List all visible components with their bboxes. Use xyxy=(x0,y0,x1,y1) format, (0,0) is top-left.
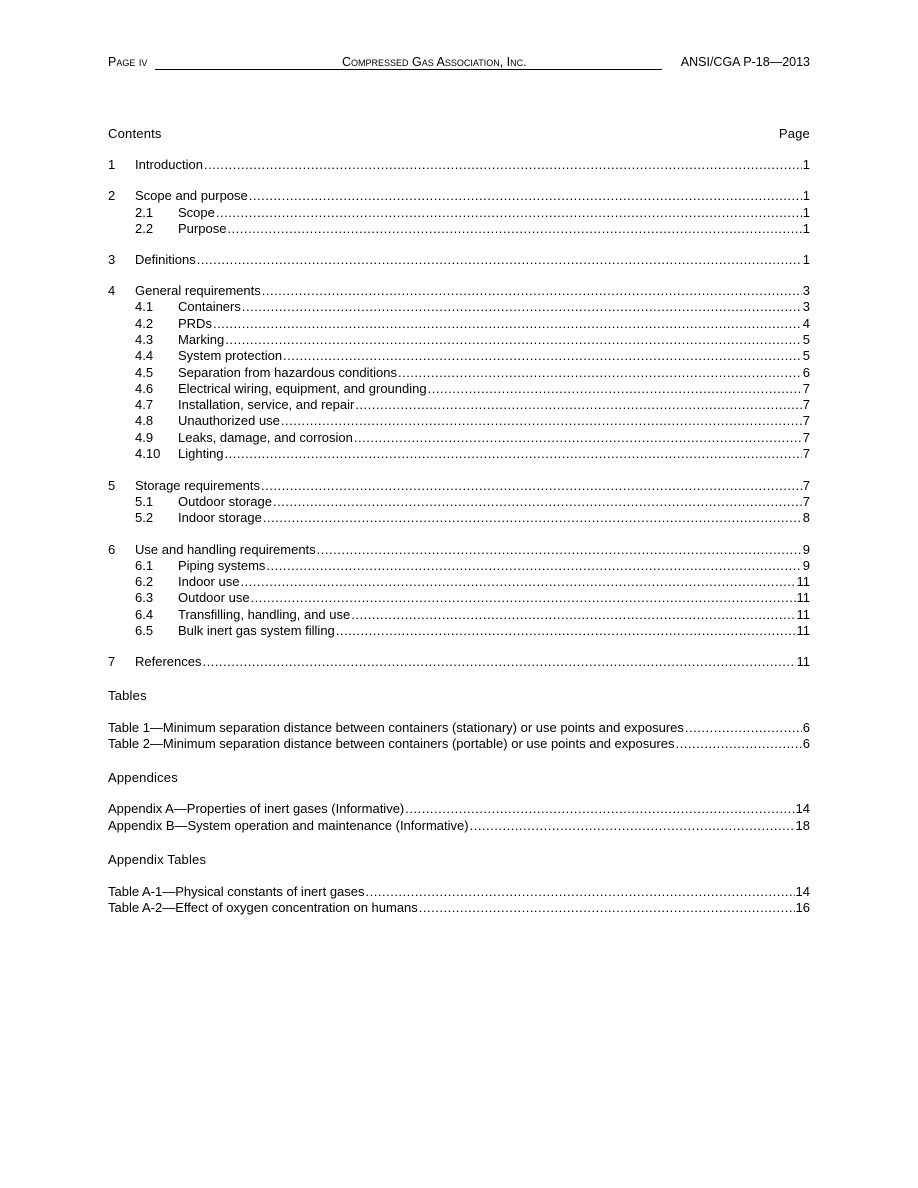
toc-number: 4 xyxy=(108,283,116,298)
toc-number: 6 xyxy=(108,542,116,557)
toc-number: 4.9 xyxy=(135,430,154,445)
toc-entry-5-1[interactable] xyxy=(108,494,810,510)
dot-leader xyxy=(261,478,802,494)
dot-leader xyxy=(405,801,794,817)
toc-number: 4.3 xyxy=(135,332,154,347)
toc-title: Introduction xyxy=(135,157,203,172)
dot-leader xyxy=(263,510,802,526)
header-document-id: ANSI/CGA P-18—2013 xyxy=(680,55,810,69)
toc-entry-table-a-1[interactable] xyxy=(108,884,810,900)
toc-title: Use and handling requirements xyxy=(135,542,316,557)
toc-page: 16 xyxy=(795,900,810,915)
toc-page: 7 xyxy=(802,446,810,461)
toc-entry-5-2[interactable] xyxy=(108,510,810,526)
toc-entry-table-1[interactable] xyxy=(108,720,810,736)
toc-title: Electrical wiring, equipment, and grounding xyxy=(178,381,427,396)
toc-number: 5.2 xyxy=(135,510,154,525)
toc-entry-6-3[interactable] xyxy=(108,590,810,606)
toc-entry-2-2[interactable] xyxy=(108,221,810,237)
dot-leader xyxy=(366,884,795,900)
toc-title: Scope and purpose xyxy=(135,188,248,203)
toc-entry-1[interactable] xyxy=(108,157,810,173)
toc-page: 9 xyxy=(802,558,810,573)
toc-entry-6-4[interactable] xyxy=(108,607,810,623)
toc-entry-appendix-a[interactable] xyxy=(108,801,810,817)
toc-entry-table-a-2[interactable] xyxy=(108,900,810,916)
toc-page: 6 xyxy=(802,736,810,751)
toc-entry-4-4[interactable] xyxy=(108,348,810,364)
toc-title: Indoor use xyxy=(178,574,240,589)
dot-leader xyxy=(354,430,802,446)
toc-page: 7 xyxy=(802,478,810,493)
toc-page: 14 xyxy=(795,801,810,816)
toc-entry-4-5[interactable] xyxy=(108,365,810,381)
toc-page: 11 xyxy=(796,590,810,605)
dot-leader xyxy=(283,348,802,364)
toc-number: 1 xyxy=(108,157,116,172)
toc-page: 7 xyxy=(802,430,810,445)
dot-leader xyxy=(249,188,802,204)
header-organization: Compressed Gas Association, Inc. xyxy=(342,55,527,69)
page-column-heading: Page xyxy=(778,126,810,141)
toc-number: 6.2 xyxy=(135,574,154,589)
toc-title: Scope xyxy=(178,205,215,220)
toc-entry-4-7[interactable] xyxy=(108,397,810,413)
toc-number: 2 xyxy=(108,188,116,203)
toc-entry-appendix-b[interactable] xyxy=(108,818,810,834)
toc-page: 3 xyxy=(802,299,810,314)
toc-page: 5 xyxy=(802,332,810,347)
toc-entry-6-2[interactable] xyxy=(108,574,810,590)
header-page-number: Page iv xyxy=(108,55,148,69)
toc-entry-6[interactable] xyxy=(108,542,810,558)
toc-page: 1 xyxy=(802,252,810,267)
toc-page: 5 xyxy=(802,348,810,363)
toc-entry-3[interactable] xyxy=(108,252,810,268)
dot-leader xyxy=(273,494,802,510)
dot-leader xyxy=(351,607,795,623)
toc-page: 9 xyxy=(802,542,810,557)
toc-page: 1 xyxy=(802,205,810,220)
toc-number: 2.1 xyxy=(135,205,154,220)
toc-page: 6 xyxy=(802,365,810,380)
contents-heading-row xyxy=(108,126,810,141)
toc-page: 7 xyxy=(802,494,810,509)
toc-title: Outdoor use xyxy=(178,590,250,605)
dot-leader xyxy=(317,542,802,558)
tables-heading: Tables xyxy=(108,688,147,703)
toc-number: 4.8 xyxy=(135,413,154,428)
dot-leader xyxy=(676,736,802,752)
toc-title: Installation, service, and repair xyxy=(178,397,355,412)
toc-page: 1 xyxy=(802,188,810,203)
toc-page: 7 xyxy=(802,413,810,428)
dot-leader xyxy=(281,413,802,429)
toc-entry-4-9[interactable] xyxy=(108,430,810,446)
toc-number: 4.2 xyxy=(135,316,154,331)
toc-entry-4-3[interactable] xyxy=(108,332,810,348)
toc-entry-7[interactable] xyxy=(108,654,810,670)
toc-page: 11 xyxy=(796,607,810,622)
toc-entry-4-1[interactable] xyxy=(108,299,810,315)
contents-heading: Contents xyxy=(108,126,162,141)
toc-entry-4-8[interactable] xyxy=(108,413,810,429)
dot-leader xyxy=(242,299,802,315)
toc-title: Outdoor storage xyxy=(178,494,272,509)
toc-title: Table 1—Minimum separation distance between containers (stationary) or use points and exposures xyxy=(108,720,684,735)
toc-number: 4.5 xyxy=(135,365,154,380)
toc-entry-2[interactable] xyxy=(108,188,810,204)
toc-page: 14 xyxy=(795,884,810,899)
toc-page: 1 xyxy=(802,157,810,172)
toc-title: Leaks, damage, and corrosion xyxy=(178,430,353,445)
toc-title: Piping systems xyxy=(178,558,266,573)
dot-leader xyxy=(398,365,802,381)
toc-title: Unauthorized use xyxy=(178,413,280,428)
dot-leader xyxy=(225,446,802,462)
toc-number: 4.1 xyxy=(135,299,154,314)
toc-title: References xyxy=(135,654,202,669)
dot-leader xyxy=(262,283,802,299)
dot-leader xyxy=(419,900,795,916)
toc-page: 8 xyxy=(802,510,810,525)
toc-title: System protection xyxy=(178,348,283,363)
dot-leader xyxy=(355,397,801,413)
toc-page: 4 xyxy=(802,316,810,331)
toc-number: 5 xyxy=(108,478,116,493)
toc-number: 6.3 xyxy=(135,590,154,605)
dot-leader xyxy=(251,590,796,606)
toc-title: Indoor storage xyxy=(178,510,262,525)
toc-page: 18 xyxy=(795,818,810,833)
dot-leader xyxy=(225,332,802,348)
dot-leader xyxy=(202,654,795,670)
toc-title: Table 2—Minimum separation distance between containers (portable) or use points and exposures xyxy=(108,736,675,751)
toc-title: Transfilling, handling, and use xyxy=(178,607,351,622)
toc-page: 1 xyxy=(802,221,810,236)
dot-leader xyxy=(428,381,802,397)
toc-number: 5.1 xyxy=(135,494,154,509)
toc-entry-4-2[interactable] xyxy=(108,316,810,332)
toc-entry-6-5[interactable] xyxy=(108,623,810,639)
toc-title: Storage requirements xyxy=(135,478,261,493)
appendix-tables-heading: Appendix Tables xyxy=(108,852,207,867)
dot-leader xyxy=(470,818,795,834)
toc-title: General requirements xyxy=(135,283,261,298)
toc-title: Definitions xyxy=(135,252,196,267)
toc-title: Appendix A—Properties of inert gases (Informative) xyxy=(108,801,405,816)
dot-leader xyxy=(240,574,795,590)
toc-entry-4[interactable] xyxy=(108,283,810,299)
toc-number: 6.4 xyxy=(135,607,154,622)
dot-leader xyxy=(216,205,802,221)
toc-number: 4.10 xyxy=(135,446,161,461)
toc-title: Marking xyxy=(178,332,225,347)
toc-number: 6.5 xyxy=(135,623,154,638)
running-header xyxy=(108,55,810,71)
appendices-heading: Appendices xyxy=(108,770,178,785)
toc-number: 6.1 xyxy=(135,558,154,573)
toc-title: Table A-2—Effect of oxygen concentration on humans xyxy=(108,900,418,915)
dot-leader xyxy=(213,316,802,332)
toc-entry-5[interactable] xyxy=(108,478,810,494)
toc-page: 11 xyxy=(796,574,810,589)
toc-page: 11 xyxy=(796,623,810,638)
dot-leader xyxy=(197,252,802,268)
toc-number: 4.4 xyxy=(135,348,154,363)
toc-number: 7 xyxy=(108,654,116,669)
toc-number: 4.7 xyxy=(135,397,154,412)
toc-page: 7 xyxy=(802,397,810,412)
toc-entry-table-2[interactable] xyxy=(108,736,810,752)
toc-page: 3 xyxy=(802,283,810,298)
dot-leader xyxy=(266,558,801,574)
toc-title: Bulk inert gas system filling xyxy=(178,623,335,638)
toc-title: Separation from hazardous conditions xyxy=(178,365,397,380)
header-rule xyxy=(155,69,662,70)
dot-leader xyxy=(685,720,802,736)
toc-entry-4-6[interactable] xyxy=(108,381,810,397)
toc-entry-6-1[interactable] xyxy=(108,558,810,574)
toc-title: Table A-1—Physical constants of inert gases xyxy=(108,884,365,899)
toc-title: Lighting xyxy=(178,446,224,461)
toc-page: 11 xyxy=(796,654,810,669)
toc-number: 3 xyxy=(108,252,116,267)
dot-leader xyxy=(227,221,801,237)
dot-leader xyxy=(336,623,796,639)
toc-title: Containers xyxy=(178,299,241,314)
toc-page: 7 xyxy=(802,381,810,396)
toc-title: Appendix B—System operation and maintenance (Informative) xyxy=(108,818,469,833)
toc-number: 4.6 xyxy=(135,381,154,396)
toc-entry-4-10[interactable] xyxy=(108,446,810,462)
dot-leader xyxy=(204,157,802,173)
toc-entry-2-1[interactable] xyxy=(108,205,810,221)
toc-number: 2.2 xyxy=(135,221,154,236)
toc-title: PRDs xyxy=(178,316,212,331)
toc-title: Purpose xyxy=(178,221,227,236)
toc-page: 6 xyxy=(802,720,810,735)
